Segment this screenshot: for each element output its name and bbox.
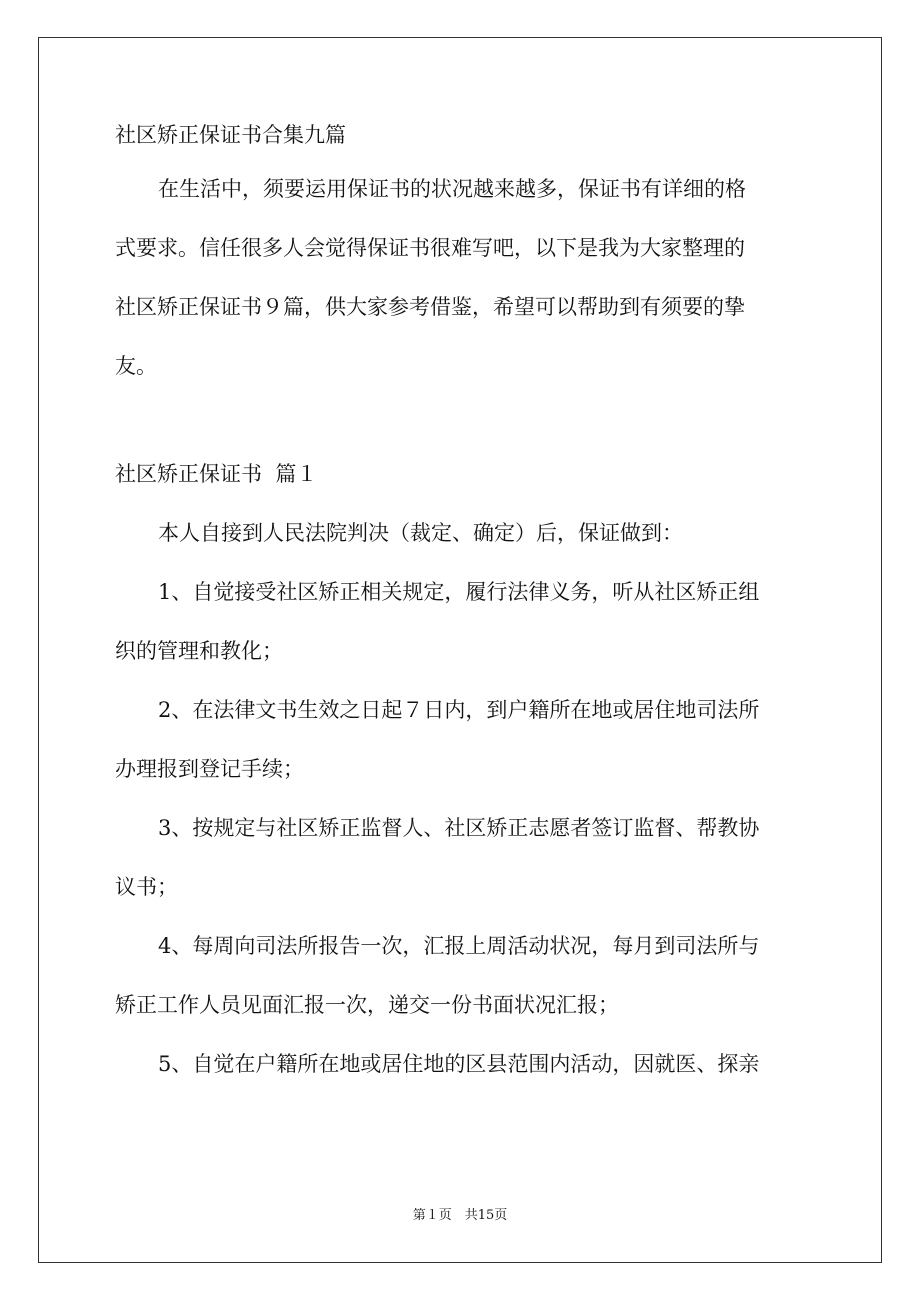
paragraph-item-2 [115, 695, 810, 784]
paragraph-line: 织的管理和教化； [115, 639, 283, 663]
section-heading: 社区矫正保证书 篇１ [115, 462, 318, 486]
intro-line: 友。 [115, 354, 157, 378]
paragraph-item-3 [115, 813, 810, 902]
paragraph-line: 办理报到登记手续； [115, 757, 304, 781]
intro-line: 在生活中，须要运用保证书的状况越来越多，保证书有详细的格 [158, 177, 746, 201]
intro-line: 社区矫正保证书９篇，供大家参考借鉴，希望可以帮助到有须要的挚 [115, 295, 745, 319]
document-title: 社区矫正保证书合集九篇 [115, 123, 346, 147]
intro-line: 式要求。信任很多人会觉得保证书很难写吧，以下是我为大家整理的 [115, 236, 745, 260]
page-footer: 第１页 共15页 [412, 1208, 508, 1223]
paragraph-line: 5、自觉在户籍所在地或居住地的区县范围内活动，因就医、探亲 [158, 1052, 760, 1076]
paragraph-item-4 [115, 931, 810, 1020]
document-body [115, 120, 810, 1108]
paragraph-line: 3、按规定与社区矫正监督人、社区矫正志愿者签订监督、帮教协 [158, 816, 760, 840]
paragraph-item-1 [115, 577, 810, 666]
section-heading-block [115, 459, 810, 489]
paragraph-line: 议书； [115, 875, 178, 899]
paragraph-line: 2、在法律文书生效之日起７日内，到户籍所在地或居住地司法所 [158, 698, 760, 722]
paragraph-line: 4、每周向司法所报告一次，汇报上周活动状况，每月到司法所与 [158, 934, 760, 958]
paragraph-line: 矫正工作人员见面汇报一次，递交一份书面状况汇报； [115, 993, 619, 1017]
paragraph-intro [115, 518, 810, 548]
intro-paragraph [115, 174, 810, 381]
paragraph-line: 本人自接到人民法院判决（裁定、确定）后，保证做到： [158, 521, 683, 545]
paragraph-item-5 [115, 1049, 810, 1079]
paragraph-line: 1、自觉接受社区矫正相关规定，履行法律义务，听从社区矫正组 [158, 580, 760, 604]
section-gap [115, 410, 810, 459]
